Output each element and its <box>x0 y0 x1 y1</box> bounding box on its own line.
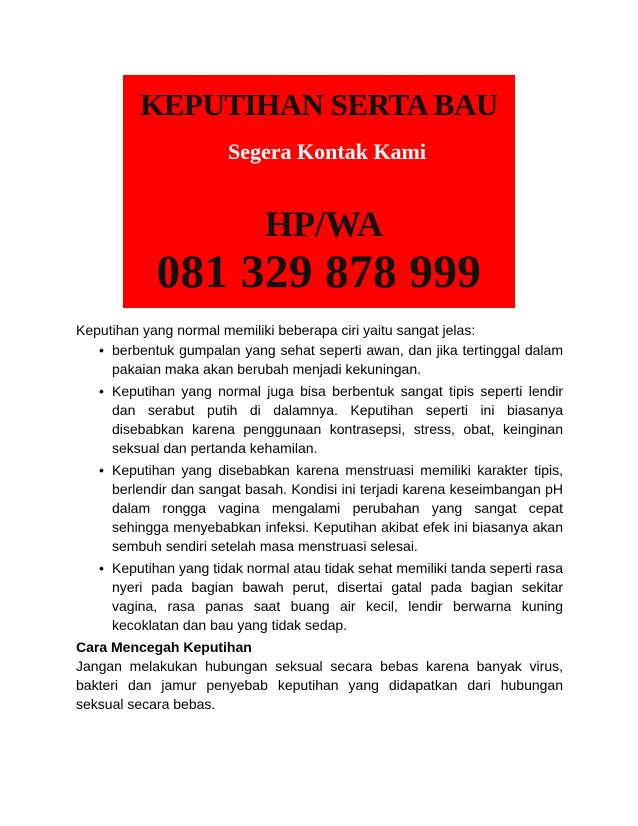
article-body <box>76 321 563 714</box>
section-paragraph: Jangan melakukan hubungan seksual secara bebas karena banyak virus, bakteri dan jamur penyebab keputihan yang didapatkan dari hubungan seksual secara bebas. <box>76 658 563 712</box>
list-item <box>99 461 563 556</box>
list-item-text: Keputihan yang tidak normal atau tidak sehat memiliki tanda seperti rasa nyeri pada bagian bawah perut, disertai gatal pada bagian sekitar vagina, rasa panas saat buang air kecil, lendir berwarna kuning kecoklatan dan bau yang tidak sedap. <box>112 560 563 633</box>
bullet-icon: • <box>99 383 104 399</box>
banner-phone-number: 081 329 878 999 <box>156 246 482 298</box>
banner-headline: KEPUTIHAN SERTA BAU <box>140 87 498 122</box>
bullet-icon: • <box>99 462 104 478</box>
section-heading: Cara Mencegah Keputihan <box>76 639 252 655</box>
list-item <box>99 382 563 458</box>
list-item-text: berbentuk gumpalan yang sehat seperti awan, dan jika tertinggal dalam pakaian maka akan berubah menjadi kekuningan. <box>112 342 563 377</box>
bullet-icon: • <box>99 342 104 358</box>
list-item <box>99 341 563 379</box>
banner-contact-text: Segera Kontak Kami <box>228 139 426 164</box>
list-item-text: Keputihan yang disebabkan karena menstruasi memiliki karakter tipis, berlendir dan sangat basah. Kondisi ini terjadi karena keseimbangan pH dalam rongga vagina mengalami perubahan yang sangat cepat sehingga menyebabkan infeksi. Keputihan akibat efek ini biasanya akan sembuh sendiri setelah masa menstruasi selesai. <box>112 462 563 554</box>
banner-hpwa-label: HP/WA <box>264 204 383 244</box>
promo-banner <box>123 75 515 308</box>
characteristics-list <box>76 341 563 635</box>
list-item-text: Keputihan yang normal juga bisa berbentuk sangat tipis seperti lendir dan serabut putih di dalamnya. Keputihan seperti ini biasanya disebabkan karena penggunaan kontrasepsi, stress, obat, keinginan seksual dan pertanda kehamilan. <box>112 383 563 456</box>
list-item <box>99 559 563 635</box>
bullet-icon: • <box>99 560 104 576</box>
intro-paragraph: Keputihan yang normal memiliki beberapa ciri yaitu sangat jelas: <box>76 322 476 338</box>
